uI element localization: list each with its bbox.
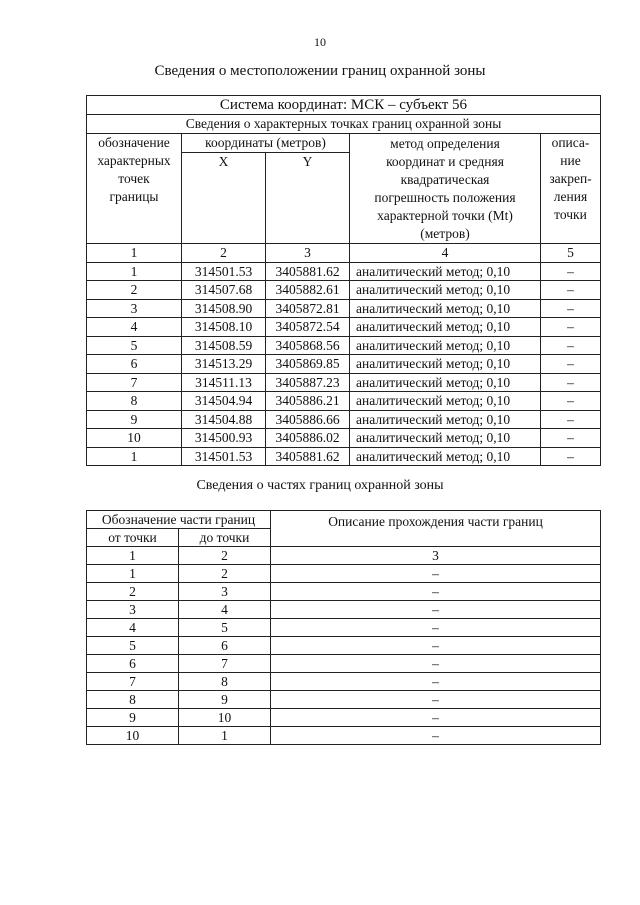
table-cell-desc: – — [271, 691, 601, 709]
table-cell-y: 3405881.62 — [266, 262, 350, 281]
from-point-header: от точки — [87, 529, 179, 547]
designation-line: характерных — [97, 153, 171, 168]
table-cell-to: 10 — [179, 709, 271, 727]
boundary-points-table — [86, 95, 601, 466]
table-cell-from: 2 — [87, 583, 179, 601]
description-line: точки — [554, 207, 587, 222]
section-title-parts: Сведения о частях границ охранной зоны — [196, 478, 444, 493]
table-cell-method: аналитический метод; 0,10 — [350, 429, 541, 448]
designation-line: точек — [118, 171, 150, 186]
table-cell-y: 3405887.23 — [266, 373, 350, 392]
table-row — [87, 392, 601, 411]
table-cell-x: 314507.68 — [182, 281, 266, 300]
description-line: ние — [560, 153, 581, 168]
table-cell-to: 7 — [179, 655, 271, 673]
column-number: 3 — [266, 244, 350, 263]
table-cell-n: 1 — [87, 447, 182, 466]
table-cell-to: 3 — [179, 583, 271, 601]
table-row — [87, 299, 601, 318]
method-line: координат и средняя — [386, 153, 504, 169]
table-cell-from: 10 — [87, 727, 179, 745]
x-column-header: X — [182, 153, 266, 244]
designation-line: границы — [109, 189, 159, 204]
table-cell-desc: – — [271, 565, 601, 583]
table-cell-to: 2 — [179, 565, 271, 583]
table-cell-method: аналитический метод; 0,10 — [350, 410, 541, 429]
designation-line: обозначение — [98, 135, 170, 150]
table-cell-n: 1 — [87, 262, 182, 281]
description-header: Описание прохождения части границ — [271, 511, 601, 547]
table-cell-n: 6 — [87, 355, 182, 374]
table-cell-y: 3405872.81 — [266, 299, 350, 318]
table-cell-desc: – — [541, 373, 601, 392]
table-cell-method: аналитический метод; 0,10 — [350, 447, 541, 466]
column-number: 2 — [179, 547, 271, 565]
table-cell-from: 3 — [87, 601, 179, 619]
table-cell-y: 3405868.56 — [266, 336, 350, 355]
table-cell-y: 3405872.54 — [266, 318, 350, 337]
table-cell-y: 3405886.02 — [266, 429, 350, 448]
table-cell-from: 8 — [87, 691, 179, 709]
table-cell-n: 9 — [87, 410, 182, 429]
page-number: 10 — [314, 35, 326, 49]
table-cell-x: 314500.93 — [182, 429, 266, 448]
table-cell-desc: – — [271, 601, 601, 619]
method-line: метод определения — [390, 135, 500, 151]
table-cell-x: 314513.29 — [182, 355, 266, 374]
table-cell-desc: – — [271, 637, 601, 655]
description-line: закреп- — [549, 171, 592, 186]
designation-column-header — [87, 134, 182, 244]
method-line: квадратическая — [400, 171, 490, 187]
table-cell-method: аналитический метод; 0,10 — [350, 373, 541, 392]
table-cell-n: 3 — [87, 299, 182, 318]
table-cell-method: аналитический метод; 0,10 — [350, 392, 541, 411]
table-row — [87, 410, 601, 429]
table-cell-method: аналитический метод; 0,10 — [350, 318, 541, 337]
table-row — [87, 318, 601, 337]
table-cell-n: 7 — [87, 373, 182, 392]
table-cell-x: 314511.13 — [182, 373, 266, 392]
table-cell-desc: – — [541, 336, 601, 355]
table-cell-from: 9 — [87, 709, 179, 727]
table-cell-desc: – — [271, 727, 601, 745]
table-cell-to: 1 — [179, 727, 271, 745]
table-cell-n: 5 — [87, 336, 182, 355]
table-cell-method: аналитический метод; 0,10 — [350, 262, 541, 281]
table-cell-x: 314501.53 — [182, 262, 266, 281]
y-column-header: Y — [266, 153, 350, 244]
table-cell-n: 2 — [87, 281, 182, 300]
table-cell-x: 314508.10 — [182, 318, 266, 337]
table-cell-from: 4 — [87, 619, 179, 637]
table-row — [87, 619, 601, 637]
table-cell-from: 7 — [87, 673, 179, 691]
column-number: 2 — [182, 244, 266, 263]
table-row — [87, 565, 601, 583]
section-title-location: Сведения о местоположении границ охранной зоны — [154, 63, 486, 79]
table-cell-method: аналитический метод; 0,10 — [350, 355, 541, 374]
table-cell-x: 314508.59 — [182, 336, 266, 355]
to-point-header: до точки — [179, 529, 271, 547]
table-row — [87, 655, 601, 673]
table-cell-desc: – — [541, 318, 601, 337]
method-column-header — [350, 134, 541, 244]
coordinates-column-header: координаты (метров) — [182, 134, 350, 153]
column-number: 1 — [87, 244, 182, 263]
table-cell-method: аналитический метод; 0,10 — [350, 299, 541, 318]
designation-header: Обозначение части границ — [87, 511, 271, 529]
table-row — [87, 262, 601, 281]
table-cell-from: 6 — [87, 655, 179, 673]
table-cell-desc: – — [541, 355, 601, 374]
description-line: ления — [553, 189, 588, 204]
points-rows — [87, 262, 601, 466]
table-row — [87, 691, 601, 709]
table-row — [87, 583, 601, 601]
table-row — [87, 355, 601, 374]
table-cell-y: 3405886.21 — [266, 392, 350, 411]
table-cell-y: 3405886.66 — [266, 410, 350, 429]
table-cell-to: 9 — [179, 691, 271, 709]
table-row — [87, 637, 601, 655]
method-line: погрешность положения — [374, 189, 516, 205]
table-cell-desc: – — [541, 392, 601, 411]
table-cell-from: 1 — [87, 565, 179, 583]
table-cell-method: аналитический метод; 0,10 — [350, 336, 541, 355]
boundary-parts-table — [86, 510, 601, 745]
table-cell-desc: – — [271, 709, 601, 727]
table-cell-desc: – — [271, 673, 601, 691]
table-cell-x: 314508.90 — [182, 299, 266, 318]
column-number: 3 — [271, 547, 601, 565]
method-line: характерной точки (Mt) — [377, 207, 513, 223]
table-cell-desc: – — [541, 429, 601, 448]
table-cell-desc: – — [271, 619, 601, 637]
table-cell-to: 5 — [179, 619, 271, 637]
table-row — [87, 281, 601, 300]
table-cell-desc: – — [541, 262, 601, 281]
table-row — [87, 336, 601, 355]
description-line: описа- — [551, 135, 590, 150]
table-cell-x: 314501.53 — [182, 447, 266, 466]
table-cell-from: 5 — [87, 637, 179, 655]
table-cell-desc: – — [271, 655, 601, 673]
table-row — [87, 373, 601, 392]
column-number: 1 — [87, 547, 179, 565]
table-row — [87, 673, 601, 691]
table-row — [87, 727, 601, 745]
table-cell-to: 6 — [179, 637, 271, 655]
table-cell-to: 8 — [179, 673, 271, 691]
column-number: 4 — [350, 244, 541, 263]
points-info-header: Сведения о характерных точках границ охранной зоны — [87, 115, 601, 134]
coordinate-system-header: Система координат: МСК – субъект 56 — [87, 96, 601, 115]
method-line: (метров) — [420, 225, 470, 241]
table-row — [87, 601, 601, 619]
table-cell-n: 10 — [87, 429, 182, 448]
table-cell-desc: – — [541, 299, 601, 318]
table-cell-n: 4 — [87, 318, 182, 337]
table-row — [87, 447, 601, 466]
table-cell-desc: – — [271, 583, 601, 601]
column-number: 5 — [541, 244, 601, 263]
table-cell-n: 8 — [87, 392, 182, 411]
table-cell-desc: – — [541, 281, 601, 300]
description-column-header — [541, 134, 601, 244]
table-row — [87, 429, 601, 448]
table-cell-x: 314504.88 — [182, 410, 266, 429]
table-cell-y: 3405882.61 — [266, 281, 350, 300]
parts-rows — [87, 565, 601, 745]
table-row — [87, 709, 601, 727]
table-cell-to: 4 — [179, 601, 271, 619]
table-cell-desc: – — [541, 410, 601, 429]
table-cell-desc: – — [541, 447, 601, 466]
table-cell-x: 314504.94 — [182, 392, 266, 411]
table-cell-y: 3405869.85 — [266, 355, 350, 374]
table-cell-method: аналитический метод; 0,10 — [350, 281, 541, 300]
table-cell-y: 3405881.62 — [266, 447, 350, 466]
